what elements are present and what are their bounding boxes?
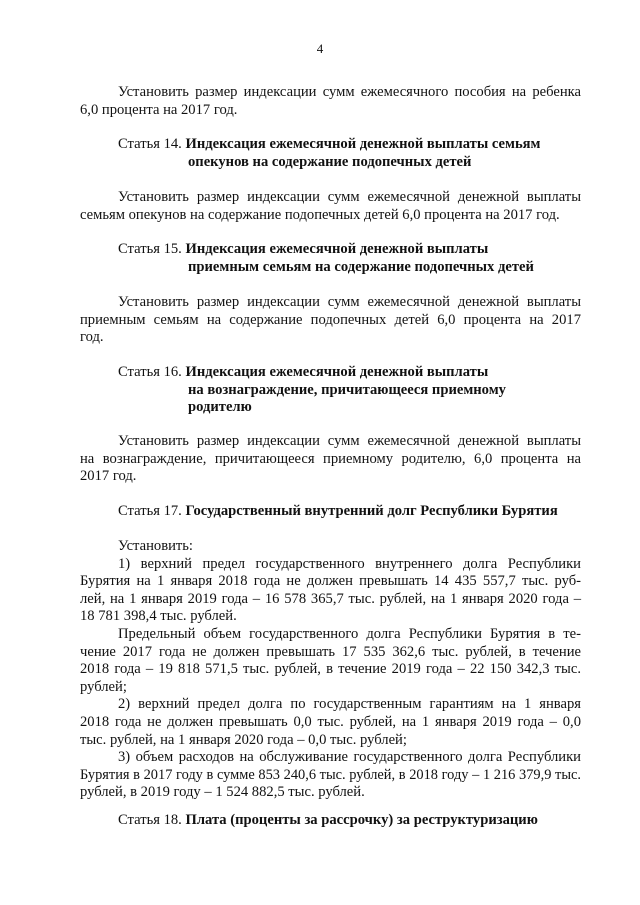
article-title: Индексация ежемесячной денежной выплаты bbox=[185, 364, 489, 380]
text-line: Установить размер индексации сумм ежемесячной денежной выплаты bbox=[118, 433, 581, 449]
article-prefix: Статья 17. bbox=[118, 503, 182, 519]
text-line: Предельный объем государственного долга Республики Бурятия в те- bbox=[118, 625, 581, 642]
article-prefix: Статья 18. bbox=[118, 812, 182, 828]
text-line: Бурятия в 2017 году в сумме 853 240,6 тыс. рублей, в 2018 году – 1 216 379,9 тыс. bbox=[80, 766, 581, 783]
article-prefix: Статья 14. bbox=[118, 136, 182, 152]
article-14-heading bbox=[118, 136, 588, 171]
text-line: 3) объем расходов на обслуживание государственного долга Республики bbox=[118, 749, 581, 766]
article-title: Плата (проценты за рассрочку) за реструктуризацию bbox=[185, 812, 538, 828]
text-line: 2018 года – 19 818 571,5 тыс. рублей, в течение 2019 года – 22 150 342,3 тыс. bbox=[80, 661, 581, 678]
text-line: 1) верхний предел государственного внутреннего долга Республики bbox=[118, 555, 581, 572]
article-title: приемным семьям на содержание подопечных детей bbox=[188, 258, 534, 275]
article-title: Индексация ежемесячной денежной выплаты bbox=[185, 241, 489, 257]
text-line: рублей, в 2019 году – 1 524 882,5 тыс. рублей. bbox=[80, 784, 365, 801]
text-line: Бурятия на 1 января 2018 года не должен превышать 14 435 557,7 тыс. руб- bbox=[80, 573, 581, 590]
text-line: 2) верхний предел долга по государственным гарантиям на 1 января bbox=[118, 696, 581, 713]
text-line: Установить размер индексации сумм ежемесячной денежной выплаты bbox=[118, 294, 581, 310]
article-title: опекунов на содержание подопечных детей bbox=[188, 153, 472, 170]
article-prefix: Статья 16. bbox=[118, 364, 182, 380]
paragraph-foster-family-payment bbox=[80, 294, 581, 347]
text-line: тыс. рублей, на 1 января 2020 года – 0,0 тыс. рублей; bbox=[80, 731, 407, 748]
text-line: лей, на 1 января 2019 года – 16 578 365,7 тыс. рублей, на 1 января 2020 года – bbox=[80, 590, 581, 607]
article-17-heading bbox=[118, 503, 588, 521]
text-line: приемным семьям на содержание подопечных детей 6,0 процента на 2017 bbox=[80, 311, 581, 328]
article-title: на вознаграждение, причитающееся приемному bbox=[188, 381, 506, 398]
paragraph-state-debt bbox=[80, 538, 581, 802]
text-line: год. bbox=[80, 329, 104, 346]
article-title: Индексация ежемесячной денежной выплаты семьям bbox=[185, 136, 541, 152]
text-line: 18 781 398,4 тыс. рублей. bbox=[80, 608, 237, 625]
text-line: 2017 год. bbox=[80, 468, 137, 485]
article-title: родителю bbox=[188, 399, 252, 416]
text-line: Установить размер индексации сумм ежемесячной денежной выплаты bbox=[118, 189, 581, 205]
text-line: 2018 года не должен превышать 0,0 тыс. рублей, на 1 января 2019 года – 0,0 bbox=[80, 713, 581, 730]
article-15-heading bbox=[118, 241, 588, 276]
article-18-heading bbox=[118, 812, 588, 830]
text-line: чение 2017 года не должен превышать 17 535 362,6 тыс. рублей, в течение bbox=[80, 643, 581, 660]
paragraph-foster-parent-reward bbox=[80, 433, 581, 486]
text-line: на вознаграждение, причитающееся приемному родителю, 6,0 процента на bbox=[80, 450, 581, 467]
article-16-heading bbox=[118, 364, 588, 417]
article-title: Государственный внутренний долг Республики Бурятия bbox=[185, 503, 558, 519]
article-prefix: Статья 15. bbox=[118, 241, 182, 257]
page-number: 4 bbox=[316, 41, 324, 56]
text-line: 6,0 процента на 2017 год. bbox=[80, 101, 238, 118]
text-line: рублей; bbox=[80, 678, 127, 695]
text-line: семьям опекунов на содержание подопечных детей 6,0 процента на 2017 год. bbox=[80, 206, 560, 223]
paragraph-guardian-payment bbox=[80, 189, 581, 224]
text-line: Установить: bbox=[118, 538, 193, 554]
text-line: Установить размер индексации сумм ежемесячного пособия на ребенка bbox=[118, 84, 581, 100]
paragraph-child-allowance bbox=[80, 84, 581, 119]
